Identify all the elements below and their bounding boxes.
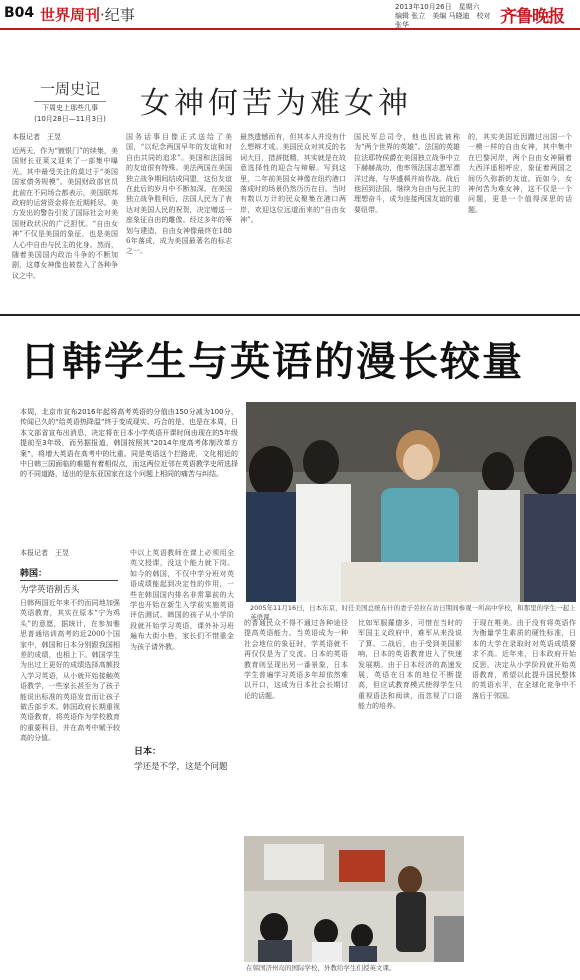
article1-headline: 女神何苦为难女神	[140, 86, 412, 121]
column-kicker	[10, 78, 130, 124]
classroom-photo-caption: 2005年11月16日，日本东京，时任美国总统布什的妻子劳拉在访日期间参观一所高中学校，和那里的学生一起上英语课。	[250, 604, 576, 621]
issue-info	[395, 3, 495, 30]
article1-column-1: 近两天，作为“镀银门”的续集，美国财长亚莱又迎来了一部集中曝光。其中最受关注的莫过于“美国国家债务规模”。美国财政部官员此前在不同场合都表示，美国联邦政府的运营资金将在近期耗尽。美方发出的警告引发了国际社会对美国财政状况的广泛担忧。“自由女神”不仅是美国的象征，也是美国人心中自由与民主的化身。然而，随着美国国内政治斗争的不断加剧，这尊女神像也被卷入了各种争议之中。	[12, 147, 118, 280]
school-photo	[244, 836, 464, 962]
article2-byline: 本报记者 王昱	[20, 549, 69, 557]
section-subtitle: ·纪事	[100, 6, 135, 24]
classroom-photo	[246, 402, 576, 602]
kicker-label: 一周史记	[34, 78, 106, 102]
article1-byline: 本报记者 王昱	[12, 133, 61, 141]
japan-heading: 日本：	[134, 747, 162, 757]
masthead-logo: 齐鲁晚报	[500, 7, 564, 27]
article1-column-4: 国民军总司令，他也因此被称为“两个世界的英雄”。法国的英雄拉法耶特侯爵在美国独立战争中立下赫赫战功，他率领法国志愿军漂洋过海，与华盛顿并肩作战。战后他回到法国，继续为自由与民主的理想奋斗，成为连接两国友谊的重要纽带。	[354, 133, 460, 214]
korea-heading: 韩国：	[20, 569, 48, 579]
classroom-photo-image	[246, 402, 576, 602]
school-photo-caption: 在韩国济州岛的国际学校，外教给学生们授英文课。	[246, 964, 396, 972]
editors-line: 编辑 张立 美编 马晓迪 校对 张华	[395, 12, 491, 29]
article2-column-4: 比如军服羅德多，可惜在当时的军国主义政府中，难军从来没说了算。二战后，由于受到美国影响，日本的英语教育进入了快速发展期。由于日本经济的高速发展，英语在日本的地位不断提高，但应试教育模式使得学生只重视语法和阅读，而忽视了口语能力的培养。	[358, 619, 462, 711]
article2-lede: 本周，北京市宣布2016年起将高考英语的分值由150分减为100分，传闻已久的“给英语热降温”终于变成现实。巧合的是，也是在本周，日本文部省宣布出消息，决定将在日本小学英语开课时间由现在的5年级提前至3年级，而另据报道，韩国按照其“2014年度高考体制改革方案”，将增大英语在高考中的比重。同是英语这个拦路虎，文化相近的中日韩三国面临的难题有着相似点，而这两位近邻在英语教学史所选择的不同道路，适出的是东亚国家在这个问题上相同的痛苦与纠结。	[20, 408, 238, 479]
period-line-1: 下周史上那些几事	[42, 104, 98, 112]
japan-subheading: 学还是不学，这是个问题	[134, 762, 228, 772]
section-title	[40, 4, 135, 25]
article2-column-2: 中以上英语教师在课上必须用全英文授课，没这个能力就下岗。如今的韩国，不仅中学分班对英语成绩能起到决定性的作用，一些在韩国国内排名非常靠前的大学也开始在新生入学前实施英语评估测试。韩国的孩子从小学阶段就开始学习英语，课外补习班遍布大街小巷，家长们不惜重金为孩子请外教。	[130, 549, 234, 651]
article2-column-5: 于现在唯美。由于没有将英语作为衡量学生素质的硬性标准，日本的大学在录取时对英语成绩要求不高。近年来，日本政府开始反思，决定从小学阶段就开始英语教育，希望以此提升国民整体的英语水平，在全球化竞争中不落后于邻国。	[472, 619, 576, 700]
article2-column-1: 日韩两国近年来不约而同地加强英语教育，其实在原本“宁为鸡头”的意愿，据统计，在参加雅思普通培训高考的近2000个国家中，韩国和日本分别跟我国相差的成绩，也相上下。韩国学生为出过上更好的成绩选择高额投入学习英语，从小就开始接触英语教学，一些家长甚至为了孩子能说出标准的英语发音而让孩子做舌部手术。韩国政府长期重视英语教育，将英语作为学校教育的重要科目，并在高考中赋予较高的分值。	[20, 599, 120, 743]
issue-date: 2013年10月26日 星期六	[395, 3, 480, 11]
article1-column-2: 国务话事目像正式送给了美国，“以纪念两国早年的友谊和对自由共同的追求”。美国和法国间的友谊很有特殊。美法两国在美国独立战争期间结成同盟，这份友谊在此后的岁月中不断加深。在美国独立战争胜利后，法国人民为了表达对美国人民的祝贺，决定赠送一座象征自由的雕像。经过多年的筹划与建造，自由女神像最终在1886年落成，成为美国最著名的标志之一。	[126, 133, 232, 256]
section-label: 世界周刊	[40, 6, 101, 24]
korea-subheading: 为学英语割舌头	[20, 585, 80, 595]
article2-headline: 日韩学生与英语的漫长较量	[20, 339, 524, 385]
section-divider	[0, 314, 580, 316]
article1-column-3: 最然遗憾而有，但其本人并没有什么想辩才或。美国民众对其反的名词大目，措辞挺精，其实就是在故意选择性的迎合与辩解。写到这里，二年前美国女神像在纽约港口落成时的场景仍然历历在目。当时有数以万计的民众聚集在港口两岸，欢迎这位远道而来的“自由女神”。	[240, 133, 346, 225]
article2-column-3: 的普通民众不得不通过各种途径提高英语能力。当英语成为一种社会地位的象征时，学英语就不再仅仅是为了交流。日本的英语教育则呈现出另一番景象，日本学生普遍学习英语多年却依然难以开口，这成为日本社会长期讨论的话题。	[244, 619, 348, 700]
article1-column-5: 的，其实美国近因蹭过出国一个一模一样的自由女神，其中集中在巴黎河岸，两个自由女神隔着大西洋遥相呼应，象征着两国之间历久弥新的友谊。而如今，女神何苦为难女神，这不仅是一个问题，更是一个值得深思的话题。	[468, 133, 572, 214]
page-header	[0, 0, 580, 30]
period-line-2: (10月28日—11月3日)	[34, 115, 106, 123]
page-number: B04	[4, 5, 35, 21]
school-photo-image	[244, 836, 464, 962]
korea-heading-rule	[20, 580, 118, 581]
